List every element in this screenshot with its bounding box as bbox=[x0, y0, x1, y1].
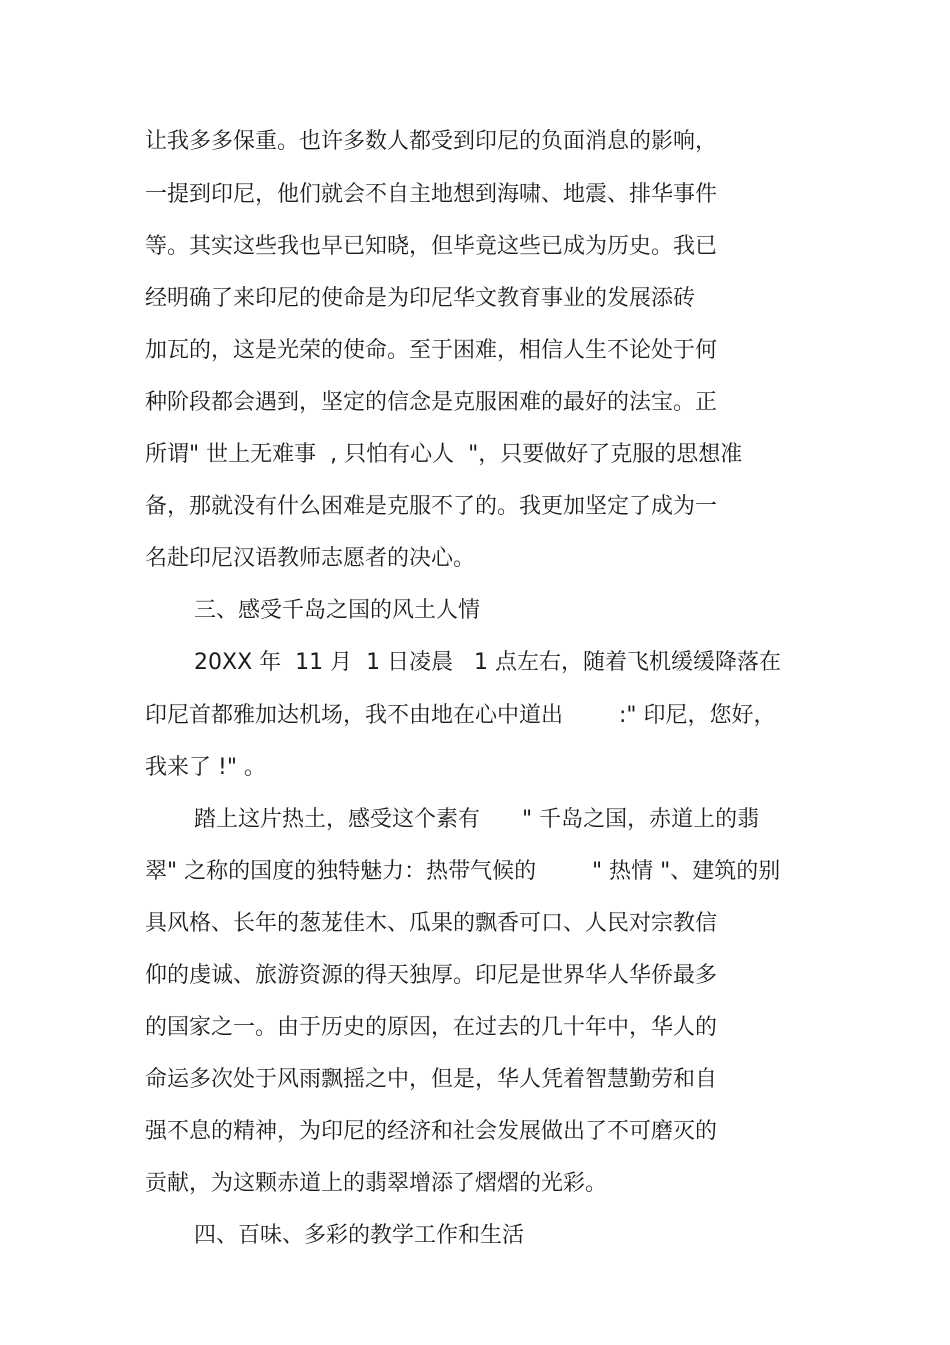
text-line: 所谓" 世上无难事 , 只怕有心人 "，只要做好了克服的思想准 bbox=[145, 442, 743, 467]
text-line: 20XX 年 11 月 1 日凌晨 1 点左右，随着飞机缓缓降落在 bbox=[194, 650, 782, 675]
text-line: 一提到印尼，他们就会不自主地想到海啸、地震、排华事件 bbox=[145, 182, 718, 207]
text-line: 我来了 !" 。 bbox=[145, 755, 266, 780]
text-line: 经明确了来印尼的使命是为印尼华文教育事业的发展添砖 bbox=[145, 286, 696, 311]
text-line: 命运多次处于风雨飘摇之中，但是，华人凭着智慧勤劳和自 bbox=[145, 1067, 718, 1092]
text-line: 具风格、长年的葱茏佳木、瓜果的飘香可口、人民对宗教信 bbox=[145, 911, 718, 936]
text-line: 印尼首都雅加达机场，我不由地在心中道出 :" 印尼，您好， bbox=[145, 703, 776, 728]
text-line: 等。其实这些我也早已知晓，但毕竟这些已成为历史。我已 bbox=[145, 234, 718, 259]
text-line: 的国家之一。由于历史的原因，在过去的几十年中，华人的 bbox=[145, 1015, 718, 1040]
text-line: 让我多多保重。也许多数人都受到印尼的负面消息的影响， bbox=[145, 129, 718, 154]
section-heading: 三、感受千岛之国的风土人情 bbox=[194, 598, 481, 623]
text-line: 踏上这片热土，感受这个素有 " 千岛之国，赤道上的翡 bbox=[194, 807, 760, 832]
text-line: 备，那就没有什么困难是克服不了的。我更加坚定了成为一 bbox=[145, 494, 718, 519]
text-line: 种阶段都会遇到，坚定的信念是克服困难的最好的法宝。正 bbox=[145, 390, 718, 415]
section-heading: 四、百味、多彩的教学工作和生活 bbox=[194, 1223, 525, 1248]
text-line: 加瓦的，这是光荣的使命。至于困难，相信人生不论处于何 bbox=[145, 338, 718, 363]
text-line: 贡献，为这颗赤道上的翡翠增添了熠熠的光彩。 bbox=[145, 1171, 608, 1196]
text-line: 名赴印尼汉语教师志愿者的决心。 bbox=[145, 546, 476, 571]
text-line: 翠" 之称的国度的独特魅力：热带气候的 " 热情 "、建筑的别 bbox=[145, 859, 781, 884]
text-line: 强不息的精神，为印尼的经济和社会发展做出了不可磨灭的 bbox=[145, 1119, 718, 1144]
text-line: 仰的虔诚、旅游资源的得天独厚。印尼是世界华人华侨最多 bbox=[145, 963, 718, 988]
